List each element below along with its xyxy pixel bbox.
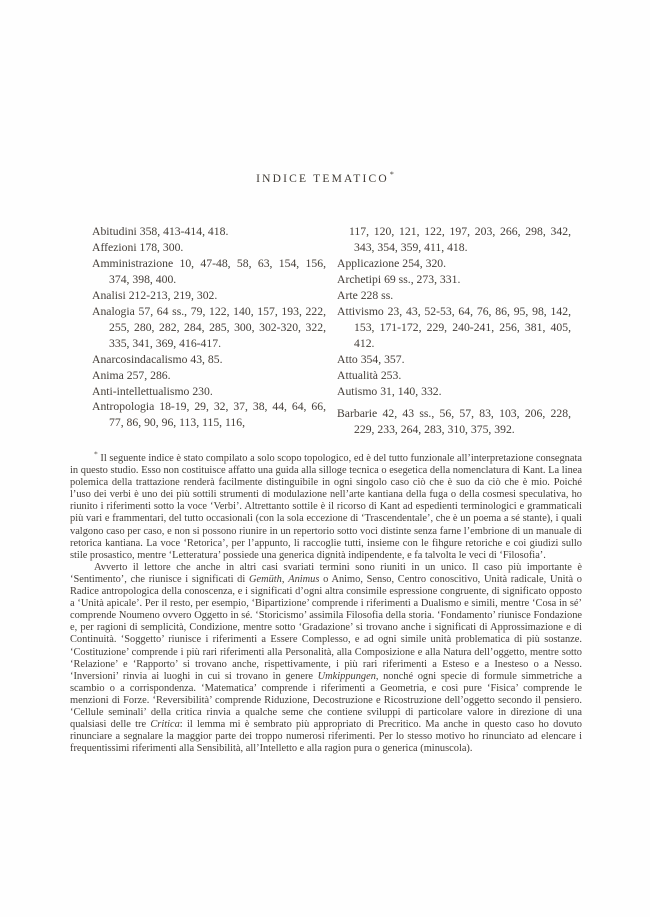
index-term: Abitudini	[92, 225, 137, 238]
index-term: Affezioni	[92, 240, 137, 254]
footnote-text: o Animo, Senso, Centro conoscitivo, Unità radicale, Unità o Radice antropologica della conoscenza, e i significati d’ogni altra consimile espressione congruente, di significato opposto a ‘Unità apicale’. Per il resto, per esempio, ‘Bipartizione’ comprende i riferimenti a Dualismo e simili, mentre ‘Cosa in sé’ comprende Noumeno ovvero Oggetto in sé. ‘Storicismo’ assimila Filosofia della storia. ‘Fondamento’ riunisce Fondazione e, per ragioni di semplicità, Condizione, mentre sotto ‘Gradazione’ si trovano anche i significati di Approssimazione e di Continuità. ‘Soggetto’ riunisce i riferimenti a Essere Complesso, e ad ogni simile unità problematica di più sostanze. ‘Costituzione’ comprende i più rari riferimenti alla Personalità, alla Composizione e alla Natura dell’oggetto, mentre sotto ‘Relazione’ e ‘Rapporto’ si trovano anche, rispettivamente, i più rari riferimenti a Esteso e a Inesteso o a Nesso. ‘Inversioni’ rinvia ai luoghi in cui si trovano in genere	[70, 573, 582, 682]
index-left-column	[92, 224, 326, 438]
index-term: Autismo	[337, 384, 378, 398]
index-term: Anima	[92, 368, 124, 382]
index-term: Anti-intellettualismo	[92, 384, 190, 398]
index-entry: Amministrazione 10, 47-48, 58, 63, 154, 156, 374, 398, 400.	[92, 256, 326, 286]
index-entry: Attivismo 23, 43, 52-53, 64, 76, 86, 95, 98, 142, 153, 171-172, 229, 240-241, 256, 381, 405, 412.	[337, 304, 571, 350]
index-entry: Anti-intellettualismo 230.	[92, 384, 213, 398]
index-entry: Attualità 253.	[337, 368, 402, 382]
footnote-text: Avverto il lettore che anche in altri casi svariati termini sono riuniti in un unico. Il caso più importante è ‘Sentimento’, che riunisce i significati di	[70, 561, 582, 585]
index-entry: Abitudini 358, 413-414, 418.	[92, 225, 229, 238]
index-entry: Arte 228 ss.	[337, 288, 394, 302]
index-term: Analogia	[92, 304, 135, 318]
footnote-italic-text: Gemüth	[248, 573, 282, 585]
index-term: Amministrazione	[92, 256, 174, 270]
footnote-text: , nonché ogni specie di formule simmetriche a scambio o a corrispondenza. ‘Matematica’ comprende i riferimenti a Geometria, e così pure ‘Fisica’ comprende le menzioni di Forze. ‘Reversibilità’ comprende Riduzione, Decostruzione e Ricostruzione dell’oggetto secondo il pensiero. ‘Cellule seminali’ della critica rinvia a qualche seme che contiene sviluppi di particolare valore in direzione di una qualsiasi delle tre	[70, 670, 582, 731]
index-entry: Barbarie 42, 43 ss., 56, 57, 83, 103, 206, 228, 229, 233, 264, 283, 310, 375, 392.	[337, 407, 571, 437]
index-term: Archetipi	[337, 272, 382, 286]
index-term: Arte	[337, 288, 358, 302]
footnote	[70, 449, 582, 755]
page-title	[0, 170, 650, 185]
index-entry: Analisi 212-213, 219, 302.	[92, 288, 218, 302]
index-entry: 117, 120, 121, 122, 197, 203, 266, 298, 342, 343, 354, 359, 411, 418.	[349, 225, 571, 254]
footnote-text: : il lemma mi è sembrato più appropriato di Precritico. Ma anche in questo caso ho dovuto rinunciare a segnalare la maggior parte dei troppo numerosi riferimenti. Per lo stesso motivo ho rinunciato ad elencare i frequentissimi riferimenti alla Sensibilità, all’Intelletto e alla ragion pura o generica (minuscola).	[70, 719, 582, 755]
index-entry: Archetipi 69 ss., 273, 331.	[337, 272, 461, 286]
footnote-italic-text: Critica	[150, 719, 180, 731]
index-entry: Affezioni 178, 300.	[92, 240, 184, 254]
index-term: Antropologia	[92, 400, 155, 414]
index-right-column	[337, 224, 571, 438]
index-term: Anarcosindacalismo	[92, 352, 188, 366]
page-title-text: INDICE TEMATICO	[256, 172, 389, 185]
index-term: Atto	[337, 352, 358, 366]
index-term: Attualità	[337, 368, 378, 382]
footnote-paragraph	[70, 562, 582, 756]
footnote-italic-text: Umkippungen	[317, 670, 376, 682]
footnote-text: ,	[281, 573, 289, 585]
index-term: Attivismo	[337, 304, 384, 318]
index-entry: Antropologia 18-19, 29, 32, 37, 38, 44, 64, 66, 77, 86, 90, 96, 113, 115, 116,	[92, 400, 326, 430]
index-entry: Anima 257, 286.	[92, 368, 171, 382]
index-term: Applicazione	[337, 256, 400, 270]
index-entry: Analogia 57, 64 ss., 79, 122, 140, 157, 193, 222, 255, 280, 282, 284, 285, 300, 302-320, 322, 335, 341, 369, 416-417.	[92, 304, 326, 350]
index-entry: Applicazione 254, 320.	[337, 256, 447, 270]
footnote-paragraph	[70, 449, 582, 562]
index-entry: Autismo 31, 140, 332.	[337, 384, 442, 398]
footnote-text: Il seguente indice è stato compilato a solo scopo topologico, ed è del tutto funzionale all’interpretazione consegnata in questo studio. Esso non costituisce affatto una guida alla silloge tecnica o esegetica della nomenclatura di Kant. La linea polemica della trattazione renderà facilmente distinguibile in ogni singolo caso ciò che è suo da ciò che è mio. Poiché l’uso dei verbi è uno dei più sottili strumenti di modulazione nell’arte kantiana della fuga o della cosmesi speculativa, ho riunito i riferimenti sotto la voce ‘Verbi’. Altrettanto sottile è il ricorso di Kant ad espedienti terminologici e grammaticali più vari e frammentari, del tutto occasionali (con la sola eccezione di ‘Trascendentale’, che è un poema a sé stante), i quali valgono caso per caso, e non si possono riunire in un repertorio sotto voci distinte senza farne l’embrione di un manuale di retorica kantiana. La voce ‘Retorica’, per l’appunto, li raccoglie tutti, insieme con le fihgure retoriche e coi giudizi sullo stile prosastico, mentre ‘Letteratura’ possiede una generica dignità indipendente, e fa talvolta le veci di ‘Filosofia’.	[70, 453, 582, 561]
index-term: Analisi	[92, 288, 126, 302]
index-term: Barbarie	[337, 407, 378, 421]
footnote-marker: *	[94, 449, 98, 459]
index-columns	[92, 224, 572, 438]
title-footnote-marker: *	[389, 170, 394, 179]
index-entry: Atto 354, 357.	[337, 352, 405, 366]
index-entry: Anarcosindacalismo 43, 85.	[92, 352, 223, 366]
footnote-italic-text: Animus	[288, 573, 320, 585]
